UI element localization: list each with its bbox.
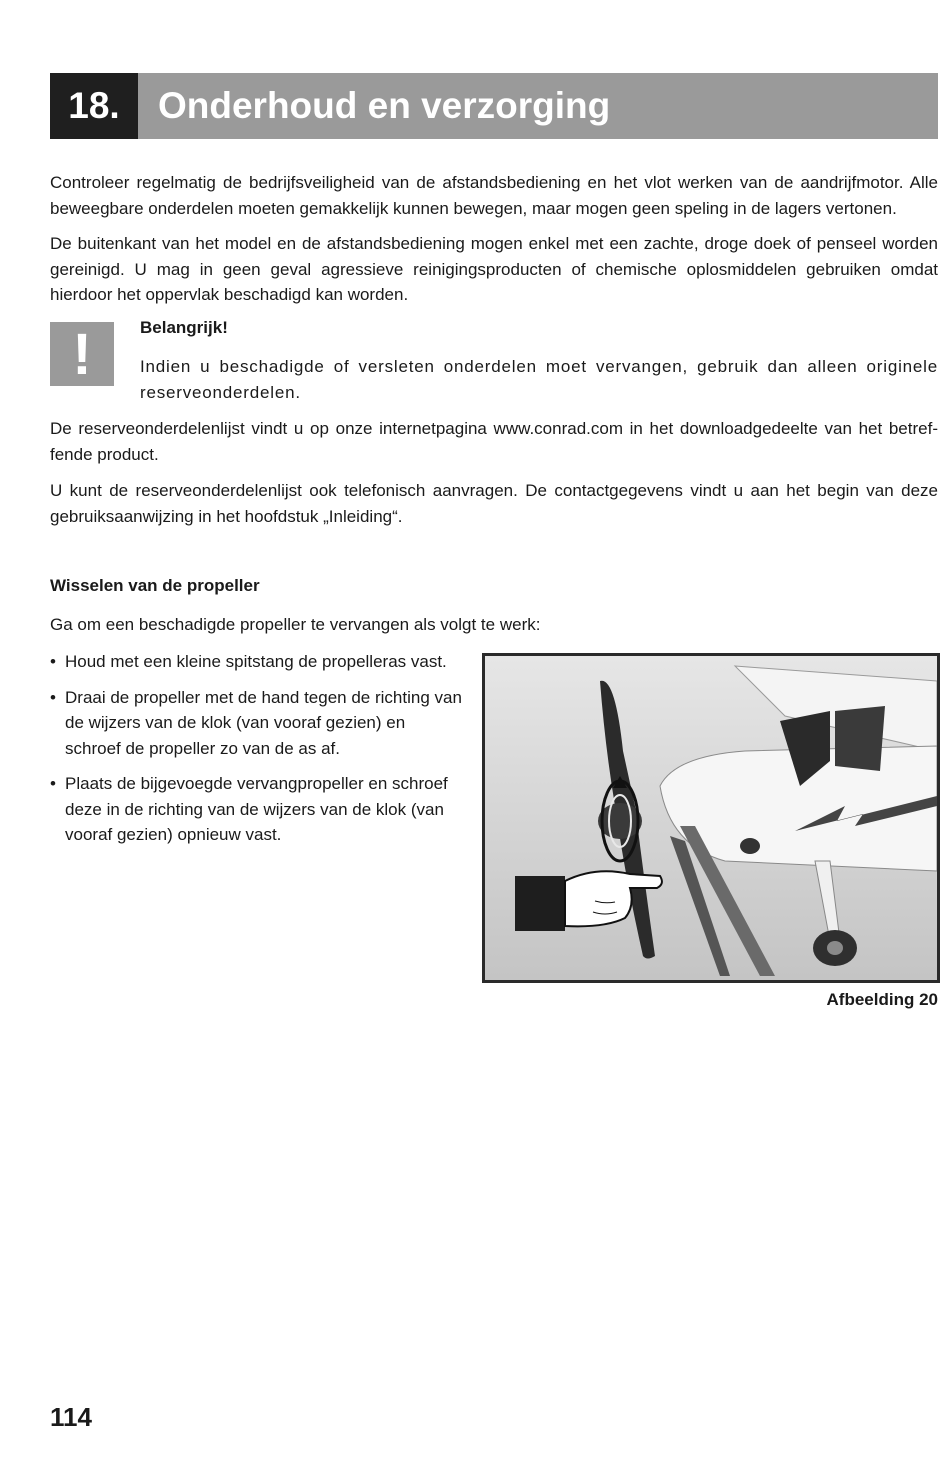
warning-text: Indien u beschadigde of versleten onderdelen moet vervangen, gebruik dan alleen originele reserveonderdelen. [140, 357, 938, 402]
figure-caption: Afbeelding 20 [826, 990, 938, 1009]
list-item: • Plaats de bijgevoegde vervangpropeller en schroef deze in de richting van de wijzers van de klok (van vooraf gezien) opnieuw vast. [50, 771, 465, 848]
steps-list [50, 649, 465, 858]
paragraph-check: Controleer regelmatig de bedrijfsveiligheid van de afstandsbediening en het vlot werken van de aandrijfmotor. Alle beweegbare onderdelen moeten gemakkelijk kunnen bewegen, maar mogen geen speling in de lagers vertonen. [50, 173, 938, 218]
warning-title: Belangrijk! [140, 318, 228, 337]
paragraph-spare-parts: De reserveonderdelenlijst vindt u op onze internetpagina www.conrad.com in het downloadgedeelte van het betref-fende product. [50, 419, 938, 464]
propeller-illustration [485, 656, 937, 980]
chapter-title: Onderhoud en verzorging [138, 73, 938, 139]
page-number: 114 [50, 1402, 92, 1432]
list-item: • Draai de propeller met de hand tegen de richting van de wijzers van de klok (van vooraf gezien) en schroef de propeller zo van de as af. [50, 685, 465, 762]
list-item: • Houd met een kleine spitstang de propelleras vast. [50, 649, 465, 675]
paragraph-cleaning: De buitenkant van het model en de afstandsbediening mogen enkel met een zachte, droge doek of penseel worden gereinigd. U mag in geen geval agressieve reinigingsproducten of chemische oplosmiddelen gebruiken omdat hierdoor het oppervlak beschadigd kan worden. [50, 234, 938, 304]
paragraph-phone: U kunt de reserveonderdelenlijst ook telefonisch aanvragen. De contactgegevens vindt u aan het begin van deze gebruiksaanwijzing in het hoofdstuk „Inleiding“. [50, 481, 938, 526]
chapter-header [50, 73, 938, 139]
chapter-number: 18. [50, 73, 138, 139]
section-intro: Ga om een beschadigde propeller te vervangen als volgt te werk: [50, 615, 541, 634]
exclamation-icon: ! [50, 322, 114, 386]
propeller-figure [482, 653, 940, 983]
section-title: Wisselen van de propeller [50, 576, 260, 595]
